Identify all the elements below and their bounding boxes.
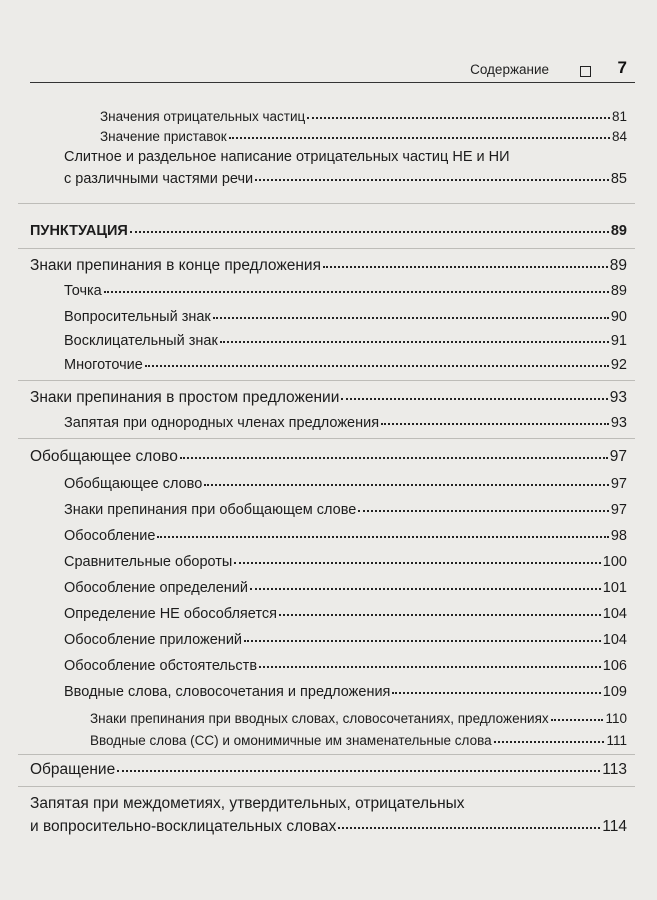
leader-dots (259, 666, 601, 668)
toc-entry[interactable] (64, 150, 627, 186)
leader-dots (104, 291, 609, 293)
leader-dots (229, 137, 610, 139)
section-divider (18, 438, 635, 439)
leader-dots (551, 719, 604, 721)
toc-entry[interactable] (64, 284, 627, 299)
toc-entry-label: Обособление приложений (64, 632, 243, 648)
leader-dots (117, 770, 600, 772)
leader-dots (244, 640, 601, 642)
header-rule (30, 82, 635, 83)
leader-dots (307, 117, 610, 119)
leader-dots (213, 317, 609, 319)
toc-entry-page: 98 (610, 528, 627, 544)
leader-dots (250, 588, 601, 590)
toc-entry[interactable] (30, 796, 627, 834)
toc-entry[interactable] (30, 449, 627, 465)
toc-entry-label: Знаки препинания в конце предложения (30, 257, 321, 274)
toc-entry-label: Знаки препинания в простом предложении (30, 389, 340, 406)
toc-entry-page: 101 (602, 580, 627, 596)
toc-entry-label: Сравнительные обороты (64, 554, 233, 570)
toc-entry-page: 89 (609, 257, 627, 274)
toc-entry[interactable] (64, 581, 627, 596)
toc-entry[interactable] (64, 334, 627, 349)
toc-entry-label: Точка (64, 283, 102, 299)
leader-dots (255, 179, 609, 181)
toc-entry-label: Обобщающее слово (30, 448, 178, 465)
section-divider (18, 754, 635, 755)
leader-dots (323, 266, 608, 268)
toc-entry-page: 100 (602, 554, 627, 570)
toc-entry-label: Значение приставок (100, 129, 227, 144)
running-header (30, 58, 635, 82)
leader-dots (234, 562, 600, 564)
toc-entry[interactable] (64, 633, 627, 648)
toc-entry-page: 89 (610, 223, 627, 239)
toc-entry-label: Запятая при однородных членах предложения (64, 415, 380, 431)
toc-entry[interactable] (64, 416, 627, 431)
leader-dots (392, 692, 600, 694)
toc-entry[interactable] (64, 358, 627, 373)
toc-entry-page: 90 (610, 309, 627, 325)
toc-entry[interactable] (30, 762, 627, 778)
toc-entry-label-line1: Слитное и раздельное написание отрицательных частиц НЕ и НИ (64, 149, 510, 165)
toc-entry[interactable] (64, 310, 627, 325)
toc-entry-label: Знаки препинания при обобщающем слове (64, 502, 357, 518)
toc-entry-label: Значения отрицательных частиц (100, 109, 306, 124)
toc-entry-page: 111 (606, 733, 627, 748)
header-title: Содержание (470, 62, 549, 77)
toc-entry[interactable] (100, 130, 627, 144)
toc-entry-page: 91 (610, 333, 627, 349)
toc-entry-label: Обособление обстоятельств (64, 658, 258, 674)
toc-entry-label-line2: и вопросительно-восклицательных словах (30, 817, 337, 835)
toc-entry[interactable] (100, 110, 627, 124)
toc-entry-page: 110 (605, 711, 627, 726)
toc-entry-page: 85 (610, 170, 627, 187)
toc-entry-label: Знаки препинания при вводных словах, словосочетаниях, предложениях (90, 711, 549, 726)
toc-entry-page: 92 (610, 357, 627, 373)
toc-entry-label: Определение НЕ обособляется (64, 606, 277, 622)
toc-entry[interactable] (64, 607, 627, 622)
toc-entry-page: 97 (610, 502, 627, 518)
toc-entry-label: Вводные слова, словосочетания и предложения (64, 684, 391, 700)
leader-dots (381, 423, 609, 425)
toc-entry[interactable] (30, 390, 627, 406)
leader-dots (157, 536, 608, 538)
toc-entry-page: 113 (602, 761, 627, 778)
toc-entry[interactable] (64, 659, 627, 674)
toc-entry-page: 97 (609, 448, 627, 465)
toc-entry-page: 93 (609, 389, 627, 406)
toc-entry-label: Вопросительный знак (64, 309, 211, 325)
toc-entry-label-line1: Запятая при междометиях, утвердительных, отрицательных (30, 795, 465, 812)
toc-entry-page: 114 (602, 817, 627, 835)
leader-dots (180, 457, 608, 459)
toc-entry[interactable] (64, 555, 627, 570)
toc-entry-page: 106 (602, 658, 627, 674)
toc-entry[interactable] (90, 734, 627, 748)
leader-dots (338, 827, 600, 829)
leader-dots (494, 741, 605, 743)
toc-entry[interactable] (90, 712, 627, 726)
section-divider (18, 380, 635, 381)
toc-entry-page: 84 (611, 129, 627, 144)
toc-entry-page: 104 (602, 606, 627, 622)
toc-entry[interactable] (30, 258, 627, 274)
leader-dots (341, 398, 607, 400)
toc-entry-label: Обособление (64, 528, 156, 544)
toc-entry-page: 109 (602, 684, 627, 700)
toc-entry-page: 93 (610, 415, 627, 431)
toc-entry-label: Восклицательный знак (64, 333, 218, 349)
toc-entry-label: Многоточие (64, 357, 143, 373)
toc-entry-label: ПУНКТУАЦИЯ (30, 223, 128, 239)
toc-entry-label-line2: с различными частями речи (64, 170, 254, 187)
toc-entry-label: Вводные слова (СС) и омонимичные им знаменательные слова (90, 733, 492, 748)
leader-dots (279, 614, 601, 616)
toc-entry-page: 97 (610, 476, 627, 492)
toc-entry[interactable] (64, 685, 627, 700)
toc-entry[interactable] (64, 529, 627, 544)
toc-entry-label: Обобщающее слово (64, 476, 203, 492)
toc-entry-label: Обращение (30, 761, 116, 778)
leader-dots (145, 365, 609, 367)
toc-entry-label: Обособление определений (64, 580, 249, 596)
section-divider (18, 203, 635, 204)
section-divider (18, 786, 635, 787)
toc-entry[interactable] (64, 503, 627, 518)
toc-entry-page: 81 (611, 109, 627, 124)
toc-entry[interactable] (64, 477, 627, 492)
toc-entry-page: 104 (602, 632, 627, 648)
square-icon (580, 66, 591, 77)
leader-dots (130, 231, 609, 233)
leader-dots (220, 341, 609, 343)
leader-dots (358, 510, 609, 512)
page-number: 7 (617, 58, 627, 77)
leader-dots (204, 484, 609, 486)
section-divider (18, 248, 635, 249)
toc-section-heading[interactable] (30, 224, 627, 239)
toc-entry-page: 89 (610, 283, 627, 299)
